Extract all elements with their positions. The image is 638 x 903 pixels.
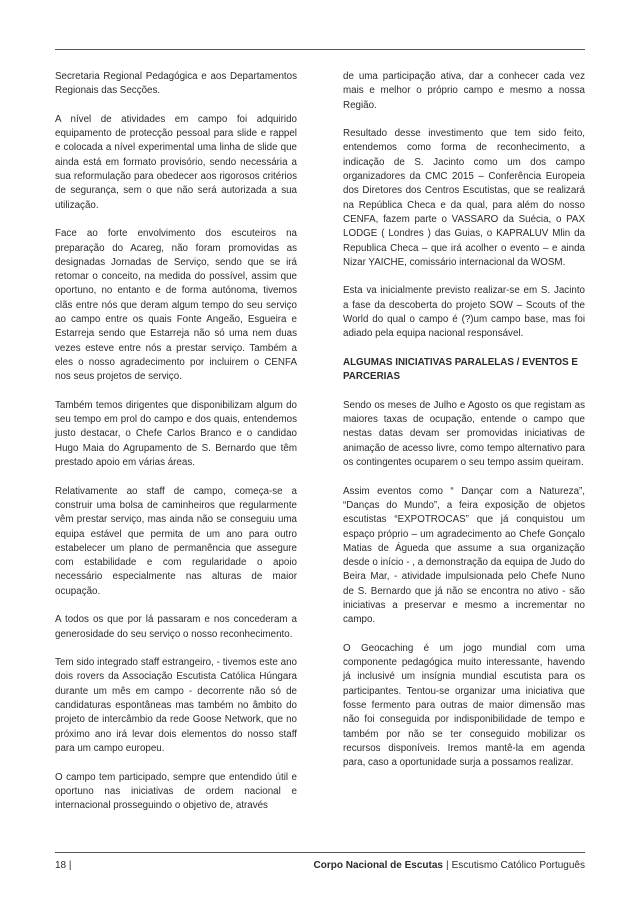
paragraph: Face ao forte envolvimento dos escuteiros na preparação do Acareg, não foram promovidas as designadas Jornadas de Serviço, sendo que se irá retomar o conceito, na medida do possível, assim que oportuno, no entanto e de forma autónoma, tivemos clãs entre nós que deram algum tempo do seu serviço ao campo entre os quais Fonte Angeão, Esgueira e Estarreja sendo que Estarreja não só uma nem duas vezes esteve entre nós a prestar serviço. Também a eles o nosso agradecimento por incluirem o CENFA nos seus projetos de serviço. bbox=[55, 228, 297, 383]
footer-subtitle: Escutismo Católico Português bbox=[451, 860, 585, 871]
paragraph: de uma participação ativa, dar a conhecer cada vez mais e melhor o próprio campo e mesmo a nossa Região. bbox=[343, 71, 585, 111]
left-column bbox=[55, 70, 297, 828]
paragraph: Secretaria Regional Pedagógica e aos Departamentos Regionais das Secções. bbox=[55, 71, 297, 97]
paragraph: A todos os que por lá passaram e nos concederam a generosidade do seu serviço o nosso reconhecimento. bbox=[55, 614, 297, 640]
top-rule bbox=[55, 49, 585, 50]
paragraph: Relativamente ao staff de campo, começa-se a construir uma bolsa de caminheiros que regularmente vêm prestar serviço, mas ainda não se conseguiu uma equipa estável que permita de um ano para outro estabelecer um plano de permanência que assegure com estabilidade e com regularidade o apoio necessário especialmente nas alturas de maior ocupação. bbox=[55, 485, 297, 597]
paragraph: Tem sido integrado staff estrangeiro, - tivemos este ano dois rovers da Associação Escutista Católica Húngara durante um mês em campo - decorrente não só de candidaturas espontâneas mas também no âmbito do projeto de intercâmbio da rede Goose Network, que no próximo ano irá levar dois elementos do nosso staff para um campo europeu. bbox=[55, 657, 297, 754]
page-number: 18 | bbox=[55, 860, 72, 871]
paragraph: O campo tem participado, sempre que entendido útil e oportuno nas iniciativas de ordem nacional e internacional prosseguindo o objetivo de, através bbox=[55, 771, 297, 812]
paragraph: Esta va inicialmente previsto realizar-se em S. Jacinto a fase da descoberta do projeto SOW – Scouts of the World do qual o campo é (?)um campo base, mas foi adiado pela equipa nacional responsável. bbox=[343, 285, 585, 340]
paragraph: Também temos dirigentes que disponibilizam algum do seu tempo em prol do campo e dos quais, entendemos justo destacar, o Chefe Carlos Branco e o candidao Hugo Maia do Agrupamento de S. Bernardo que têm prestado apoio em várias áreas. bbox=[55, 399, 297, 469]
paragraph: Sendo os meses de Julho e Agosto os que registam as maiores taxas de ocupação, entende o campo que nestas datas devam ser promovidas iniciativas de animação de acesso livre, como tempo alternativo para os contingentes ocuparem o seu tempo assim queiram. bbox=[343, 399, 585, 469]
paragraph: O Geocaching é um jogo mundial com uma componente pedagógica muito interessante, havendo já inclusivé um insígnia mundial escutista para os participantes. Tentou-se organizar uma iniciativa que fosse fermento para outras de maior dimensão mas não foi conseguida por indisponibilidade de tempo e também por não se ter conseguido mobilizar os recursos disponíveis. Iremos mantê-la em agenda para, caso a oportunidade surja a possamos realizar. bbox=[343, 642, 585, 769]
footer-publication bbox=[314, 859, 586, 872]
bottom-rule bbox=[55, 852, 585, 853]
paragraph: Assim eventos como “ Dançar com a Natureza”, “Danças do Mundo”, a feira exposição de objetos escutistas “EXPOTROCAS” que já conquistou um espaço próprio – um agradecimento ao Chefe Gonçalo Matias de Águeda que assume a sua organização desde o início - , a demonstração da equipa de Judo do Beira Mar, - atividade impulsionada pelo Chefe Nuno de S. Bernardo que já não se encontra no ativo - são iniciativas a preservar e mesmo a incrementar no campo. bbox=[343, 485, 585, 626]
right-column bbox=[343, 70, 585, 785]
footer-separator: | bbox=[445, 860, 449, 871]
footer-org: Corpo Nacional de Escutas bbox=[313, 860, 443, 871]
section-heading: ALGUMAS INICIATIVAS PARALELAS / EVENTOS E PARCERIAS bbox=[343, 356, 578, 383]
paragraph: Resultado desse investimento que tem sido feito, entendemos como forma de reconhecimento, a indicação de S. Jacinto como um dos campo organizadores da CMC 2015 – Conferência Europeia dos Diretores dos Centros Escutistas, que se realizará na República Checa e da qual, para além do nosso CENFA, fazem parte o VASSARO da Suécia, o PAX LODGE ( Londres ) das Guias, o KAPRALUV Mlin da Republica Checa – que irá acolher o evento – e ainda Nizar YAICHE, comissário internacional da WOSM. bbox=[343, 128, 585, 268]
paragraph: A nível de atividades em campo foi adquirido equipamento de protecção pessoal para slide e rappel e colocada a nível experimental uma linha de slide que ainda está em formato provisório, sendo necessária a sua reformulação para obedecer aos rigorosos critérios de segurança, sem o que não será autorizada a sua utilização. bbox=[55, 113, 297, 211]
